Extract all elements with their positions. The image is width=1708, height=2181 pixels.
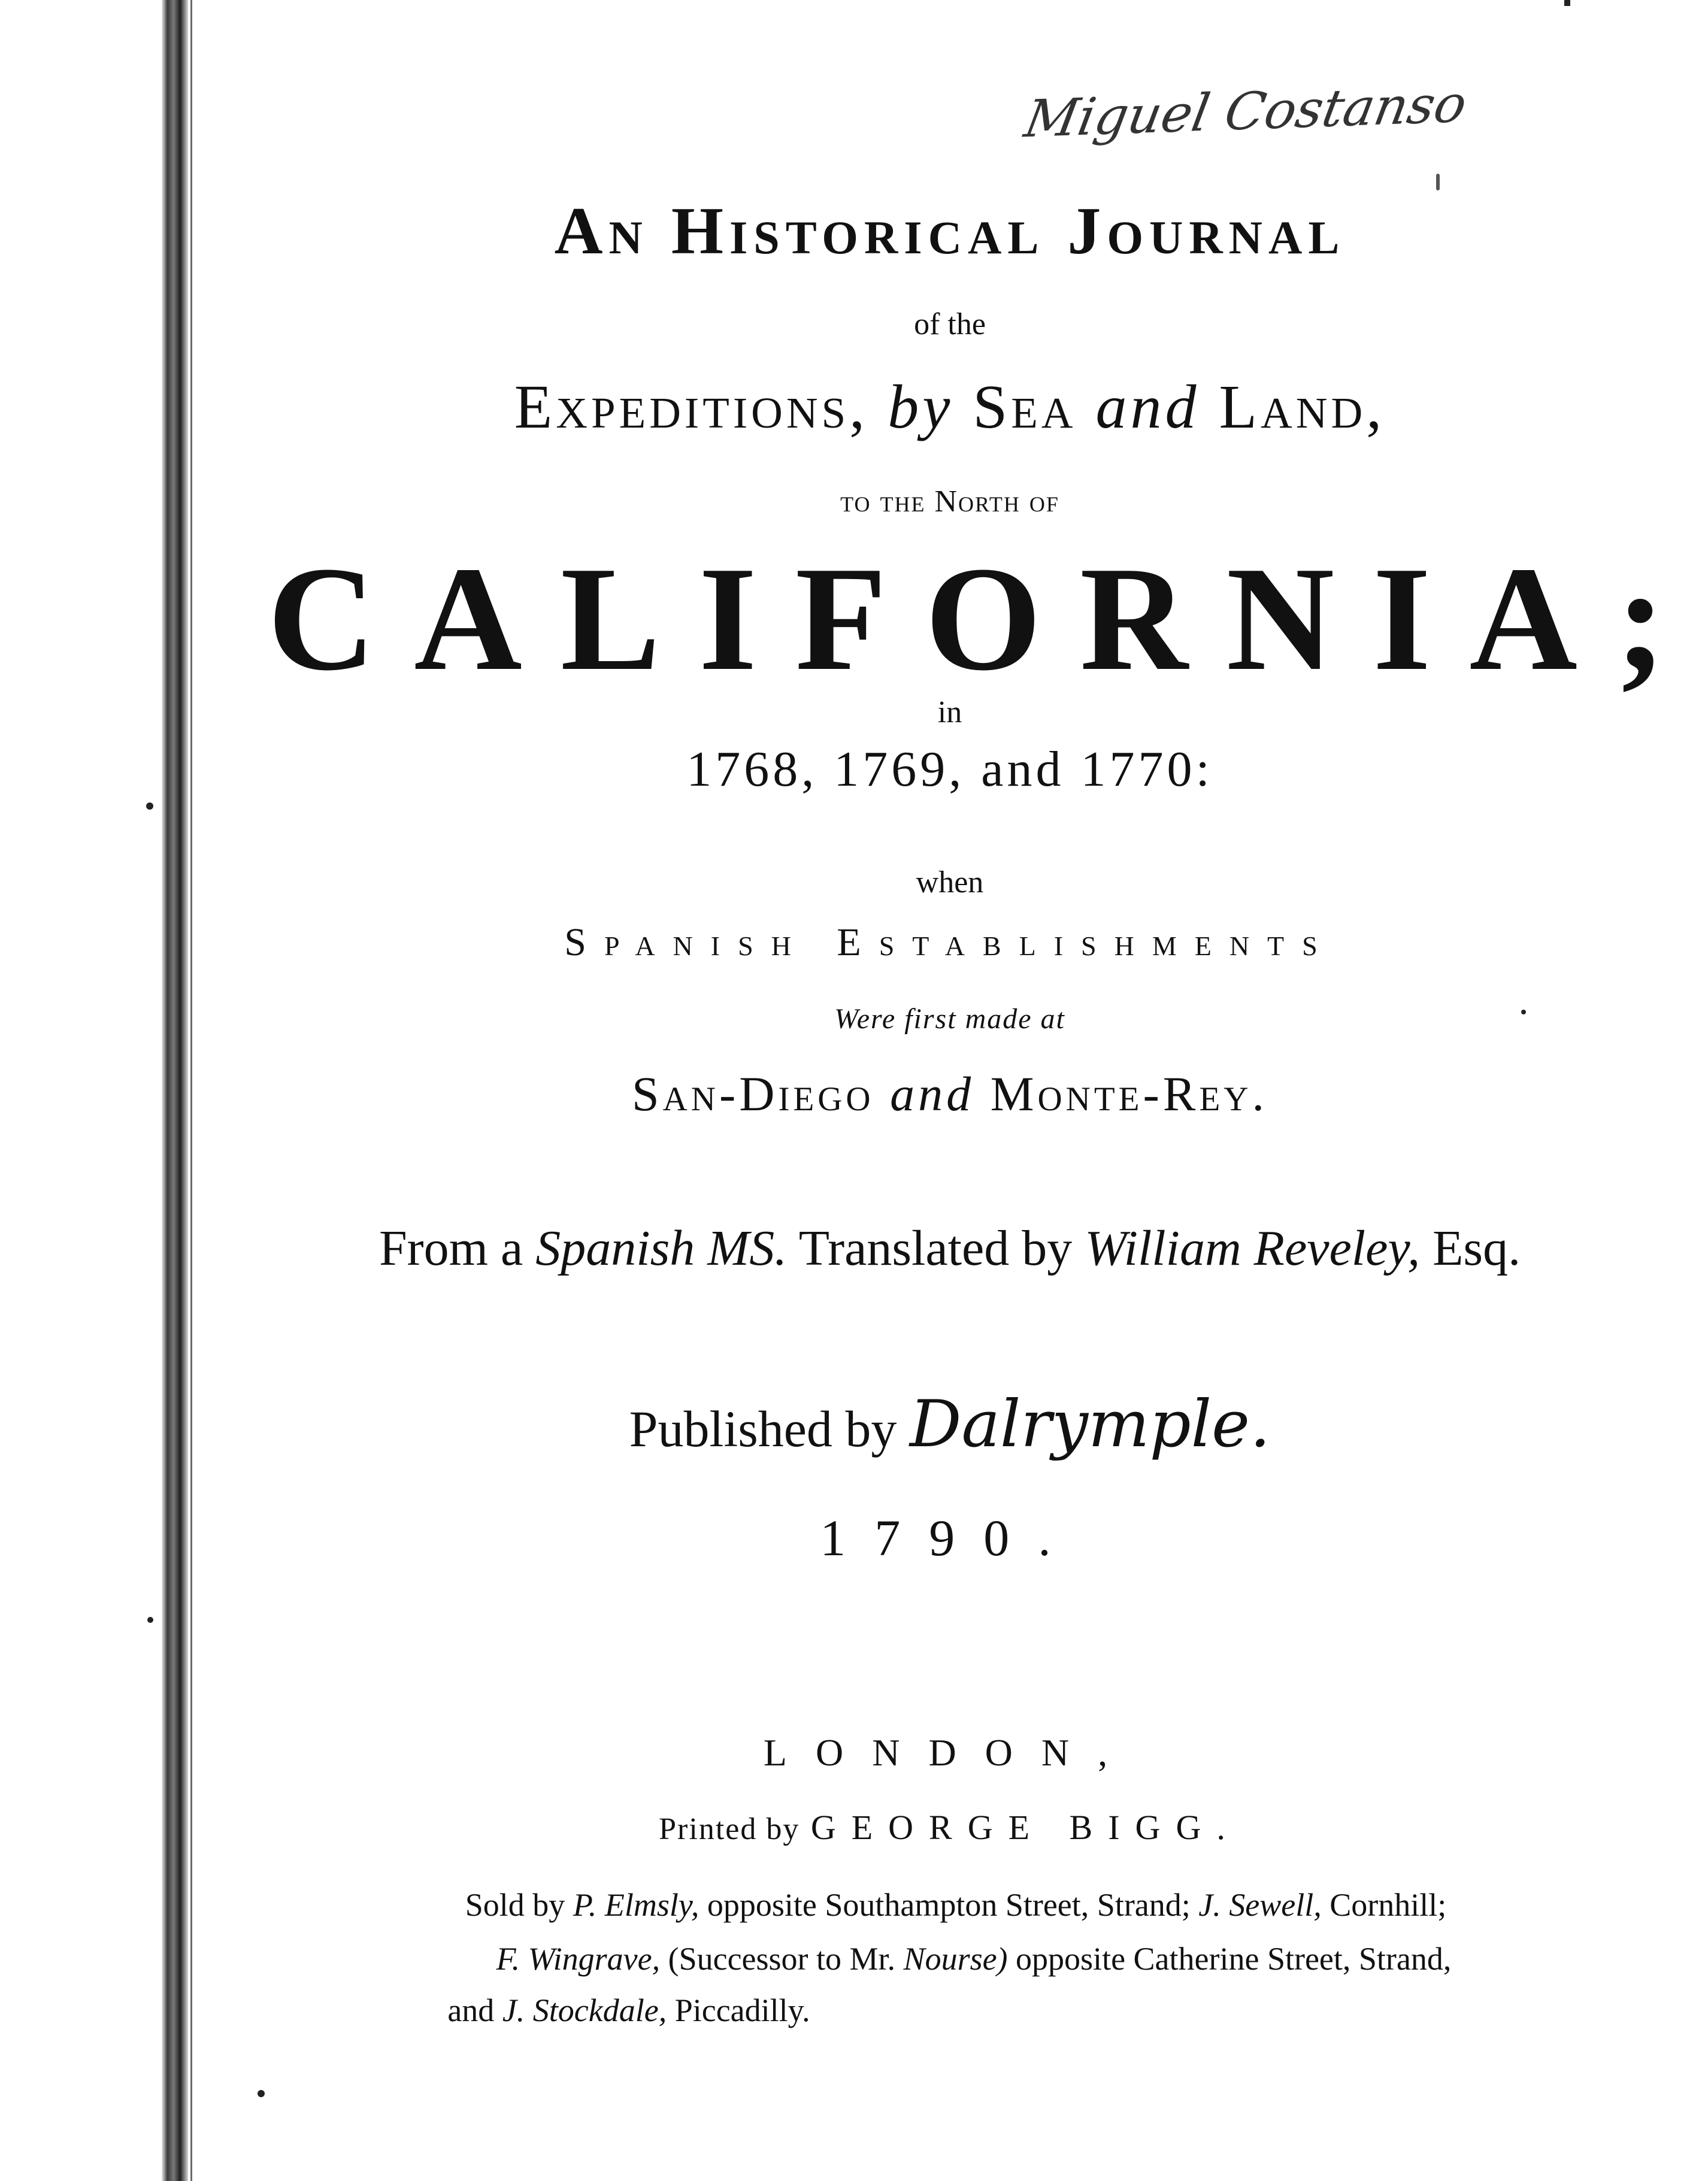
scan-speck	[1436, 174, 1440, 190]
translated-by-text: Translated by	[798, 1220, 1073, 1276]
scan-speck	[147, 1617, 153, 1623]
imprint-printer	[192, 1807, 1708, 1847]
imprint-city: LONDON,	[763, 1731, 1137, 1774]
land-text: Land,	[1219, 372, 1386, 441]
seller-elmsly-address: opposite Southampton Street, Strand;	[707, 1887, 1191, 1923]
sold-by-label: Sold by	[465, 1887, 565, 1923]
seller-wingrave-address: opposite Catherine Street, Strand,	[1016, 1941, 1452, 1977]
title-line-an-historical-journal: An Historical Journal	[554, 194, 1346, 268]
expeditions-text: Expeditions,	[514, 372, 869, 441]
scan-crop-mark	[1564, 0, 1570, 6]
esquire-text: Esq.	[1433, 1220, 1521, 1276]
title-line-were-first-made-at: Were first made at	[834, 1003, 1065, 1035]
scan-speck	[1521, 1010, 1526, 1014]
source-text: Spanish MS.	[535, 1220, 788, 1276]
nourse-name: Nourse)	[903, 1941, 1008, 1977]
by-text: by	[888, 372, 954, 441]
title-line-to-the-north-of: to the North of	[840, 484, 1059, 519]
successor-text: (Successor to Mr.	[668, 1941, 896, 1977]
and-text: and	[1095, 372, 1200, 441]
title-line-san-diego-monte-rey	[192, 1066, 1708, 1122]
published-by-label: Published by	[629, 1400, 897, 1458]
handwritten-signature: Miguel Costanso	[1020, 74, 1471, 150]
publisher-line	[192, 1387, 1708, 1462]
monte-rey-text: Monte-Rey.	[990, 1067, 1268, 1121]
seller-elmsly: P. Elmsly,	[573, 1887, 699, 1923]
sellers-line-3	[180, 1992, 1078, 2029]
seller-wingrave: F. Wingrave,	[496, 1941, 661, 1977]
scan-speck	[258, 2090, 265, 2097]
from-text: From a	[378, 1220, 523, 1276]
sellers-line-2	[216, 1940, 1708, 1977]
seller-stockdale: J. Stockdale,	[502, 1992, 667, 2028]
translator-name: William Reveley,	[1085, 1220, 1421, 1276]
title-line-in: in	[937, 695, 962, 729]
sellers-line-1	[198, 1886, 1708, 1923]
and-text: and	[447, 1992, 495, 2028]
sea-text: Sea	[973, 372, 1077, 441]
page-binding-shadow	[162, 0, 188, 2181]
san-diego-text: San-Diego	[632, 1067, 874, 1121]
translation-credit	[192, 1219, 1708, 1277]
scan-speck	[146, 802, 153, 810]
seller-sewell-address: Cornhill;	[1330, 1887, 1447, 1923]
title-line-of-the: of the	[914, 307, 986, 341]
printed-by-label: Printed by	[659, 1812, 800, 1846]
title-line-spanish-establishments: Spanish Establishments	[564, 920, 1335, 964]
title-line-california: CALIFORNIA;	[267, 536, 1704, 702]
seller-stockdale-address: Piccadilly.	[674, 1992, 810, 2028]
publication-year: 1790.	[820, 1509, 1080, 1567]
title-line-years: 1768, 1769, and 1770:	[686, 741, 1213, 797]
and-text: and	[890, 1067, 975, 1121]
publisher-name: Dalrymple.	[909, 1387, 1271, 1462]
title-line-when: when	[916, 865, 984, 899]
printer-name: GEORGE BIGG.	[810, 1808, 1241, 1847]
seller-sewell: J. Sewell,	[1198, 1887, 1322, 1923]
title-line-expeditions	[192, 371, 1708, 443]
